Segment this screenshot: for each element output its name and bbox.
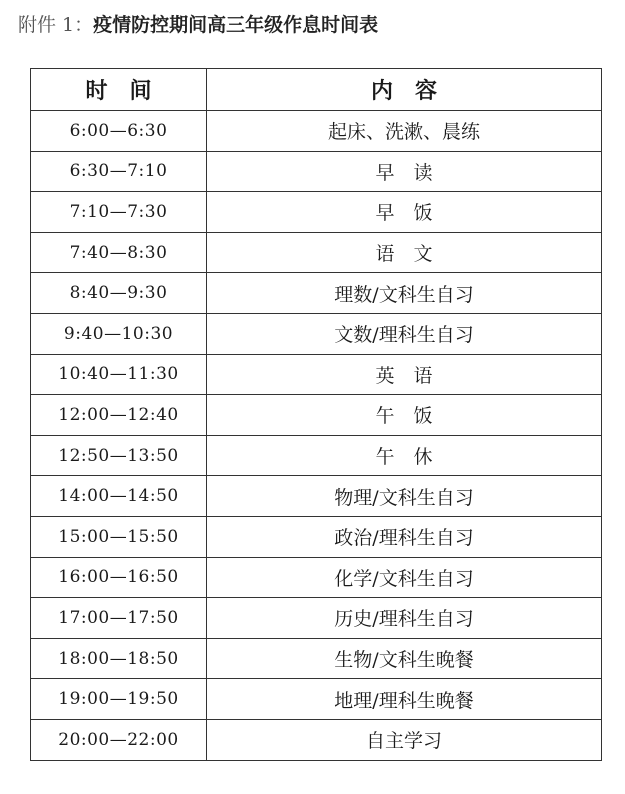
content-cell: 化学/文科生自习	[207, 557, 602, 598]
time-cell: 7:10—7:30	[31, 192, 207, 233]
time-cell: 19:00—19:50	[31, 679, 207, 720]
content-cell: 地理/理科生晚餐	[207, 679, 602, 720]
content-cell: 政治/理科生自习	[207, 516, 602, 557]
table-row	[31, 516, 602, 557]
table-row	[31, 476, 602, 517]
content-cell: 理数/文科生自习	[207, 273, 602, 314]
table-row	[31, 719, 602, 760]
content-cell: 历史/理科生自习	[207, 598, 602, 639]
content-cell: 早 饭	[207, 192, 602, 233]
header-content: 内 容	[207, 69, 602, 111]
table-row	[31, 111, 602, 152]
time-cell: 17:00—17:50	[31, 598, 207, 639]
content-cell: 午 饭	[207, 395, 602, 436]
content-cell: 早 读	[207, 151, 602, 192]
content-cell: 生物/文科生晚餐	[207, 638, 602, 679]
table-header-row	[31, 69, 602, 111]
table-row	[31, 273, 602, 314]
table-row	[31, 313, 602, 354]
attachment-label: 附件 1：	[18, 14, 94, 36]
content-cell: 自主学习	[207, 719, 602, 760]
table-row	[31, 638, 602, 679]
table-row	[31, 557, 602, 598]
table-row	[31, 395, 602, 436]
table-row	[31, 151, 602, 192]
time-cell: 15:00—15:50	[31, 516, 207, 557]
page-title: 疫情防控期间高三年级作息时间表	[93, 14, 379, 36]
document-title	[18, 10, 378, 40]
schedule-body	[31, 111, 602, 761]
time-cell: 9:40—10:30	[31, 313, 207, 354]
content-cell: 起床、洗漱、晨练	[207, 111, 602, 152]
schedule-table	[30, 68, 602, 761]
time-cell: 10:40—11:30	[31, 354, 207, 395]
time-cell: 6:00—6:30	[31, 111, 207, 152]
time-cell: 20:00—22:00	[31, 719, 207, 760]
table-row	[31, 435, 602, 476]
time-cell: 14:00—14:50	[31, 476, 207, 517]
time-cell: 6:30—7:10	[31, 151, 207, 192]
time-cell: 8:40—9:30	[31, 273, 207, 314]
header-time: 时 间	[31, 69, 207, 111]
time-cell: 12:50—13:50	[31, 435, 207, 476]
table-row	[31, 354, 602, 395]
content-cell: 语 文	[207, 232, 602, 273]
time-cell: 16:00—16:50	[31, 557, 207, 598]
table-row	[31, 192, 602, 233]
time-cell: 12:00—12:40	[31, 395, 207, 436]
table-row	[31, 232, 602, 273]
table-row	[31, 679, 602, 720]
content-cell: 文数/理科生自习	[207, 313, 602, 354]
time-cell: 18:00—18:50	[31, 638, 207, 679]
content-cell: 物理/文科生自习	[207, 476, 602, 517]
content-cell: 午 休	[207, 435, 602, 476]
content-cell: 英 语	[207, 354, 602, 395]
time-cell: 7:40—8:30	[31, 232, 207, 273]
table-row	[31, 598, 602, 639]
